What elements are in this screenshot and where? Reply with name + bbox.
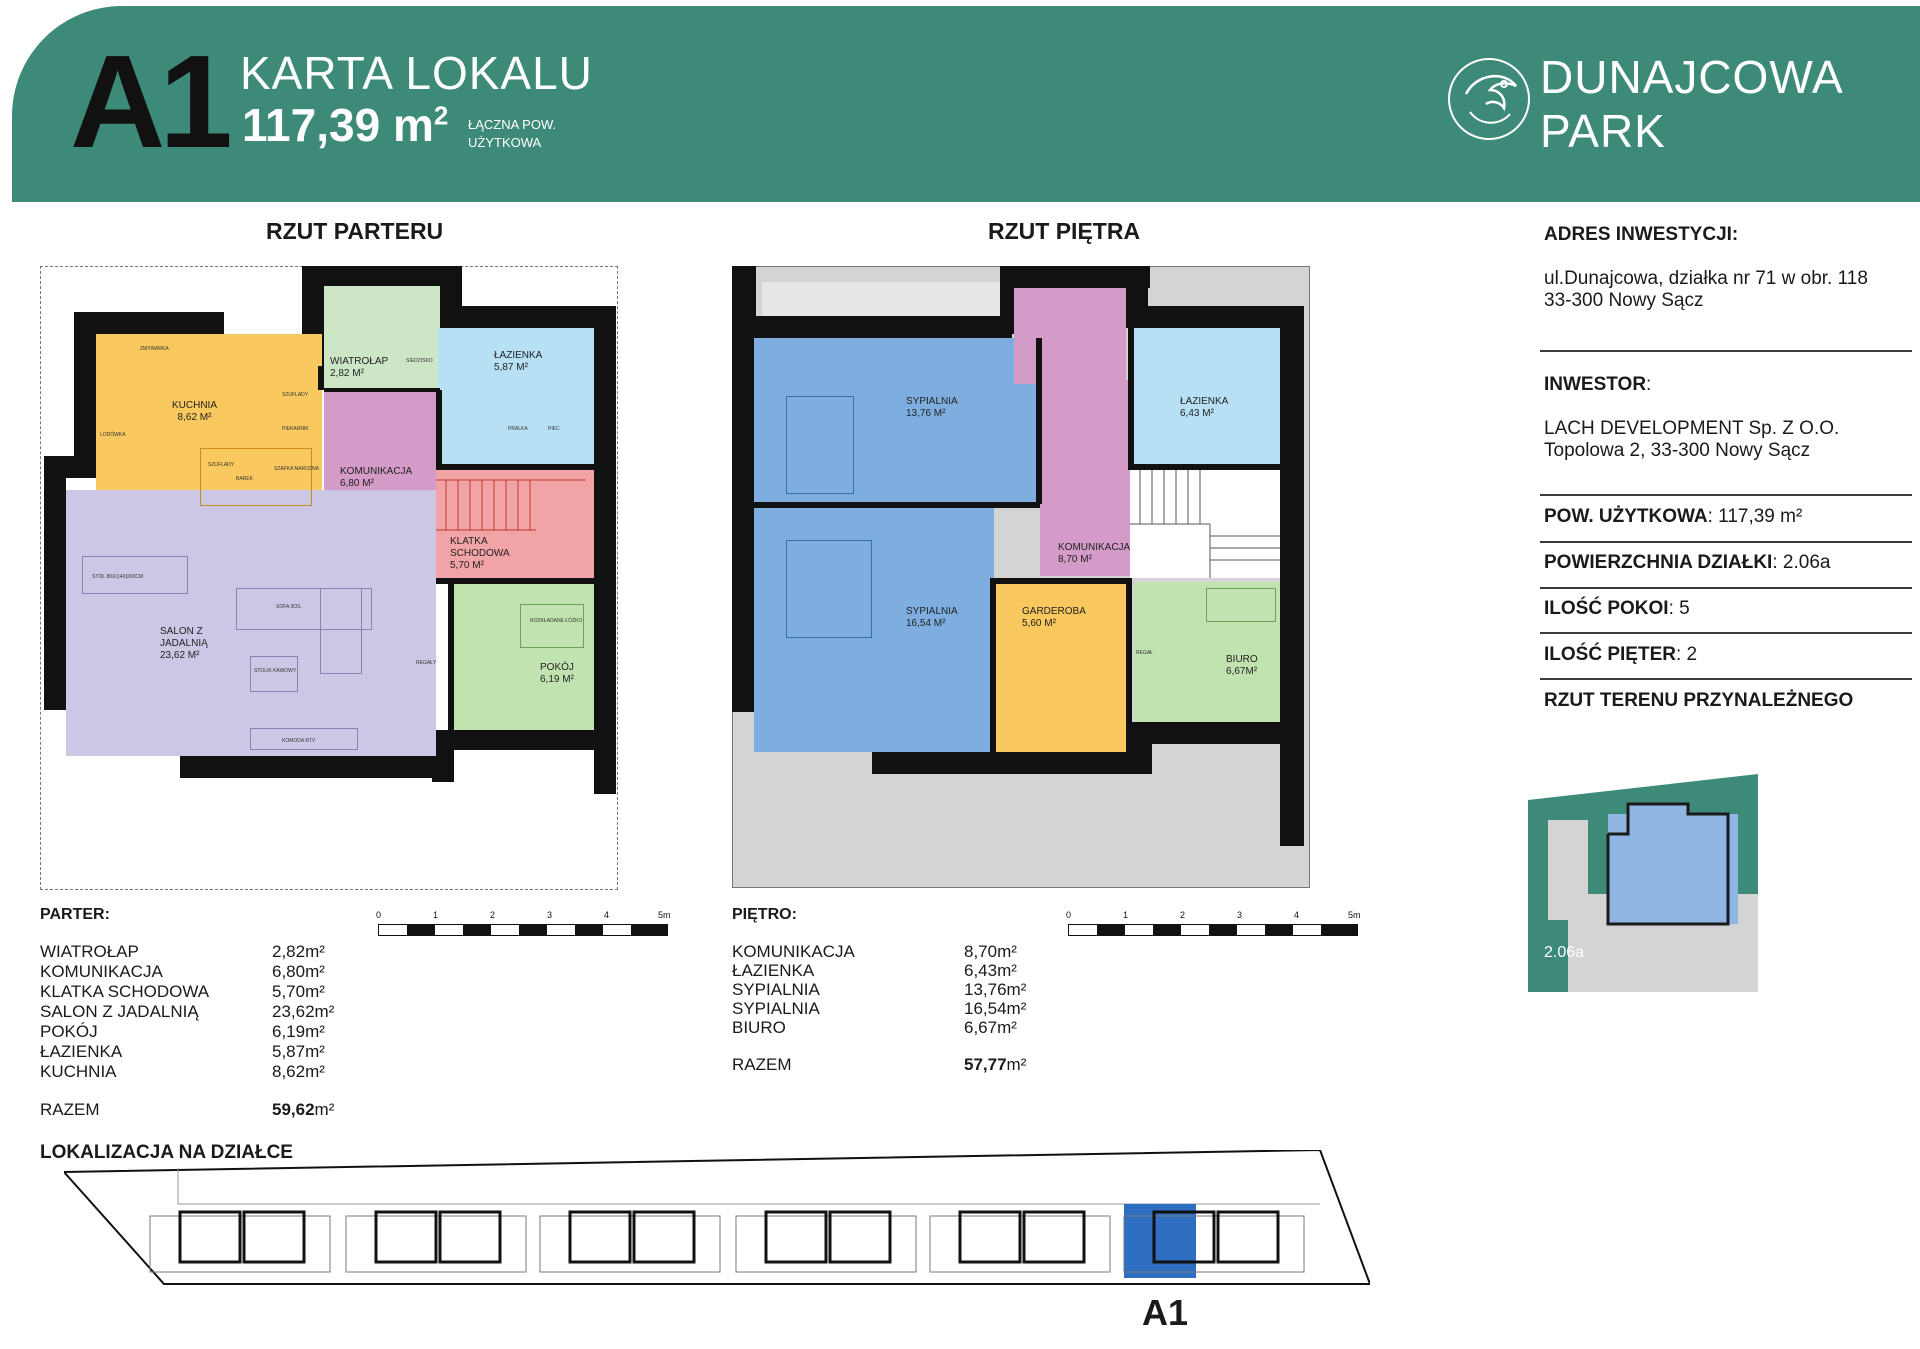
first-communication-top	[1014, 288, 1126, 384]
scale-tick: 0	[376, 910, 382, 920]
ground-table-title: PARTER:	[40, 906, 110, 923]
table-total-row: RAZEM 57,77m²	[732, 1055, 1027, 1074]
furniture-label: SOFA 3OS.	[276, 604, 302, 610]
address-label: ADRES INWESTYCJI:	[1544, 224, 1739, 245]
site-plan	[64, 1150, 1370, 1290]
furniture-label: SIEDZISKO	[406, 358, 433, 364]
kitchen-island-outline	[200, 448, 312, 506]
furniture-label: PRALKA	[508, 426, 528, 432]
table-row: POKÓJ 6,19m²	[40, 1022, 325, 1041]
bed-2-outline	[786, 540, 872, 638]
table-row: ŁAZIENKA 5,87m²	[40, 1042, 325, 1061]
furniture-label: SZUFLADY	[208, 462, 235, 468]
floors-count: ILOŚĆ PIĘTER: 2	[1544, 644, 1698, 665]
ground-room-label: POKÓJ 6,19 M²	[540, 662, 574, 685]
furniture-label: REGAŁY	[416, 660, 437, 666]
address-line1: ul.Dunajcowa, działka nr 71 w obr. 118	[1544, 268, 1868, 289]
furniture-label: KOMODA RTV	[282, 738, 316, 744]
furniture-label: SZUFLADY	[282, 392, 309, 398]
first-stairs-icon	[1130, 470, 1280, 578]
first-bathroom-label: ŁAZIENKA 6,43 M²	[1180, 396, 1229, 419]
scale-tick: 2	[1180, 910, 1186, 920]
ground-communication-label: KOMUNIKACJA 6,80 M²	[340, 466, 413, 489]
divider	[1540, 632, 1912, 634]
scale-tick: 3	[1237, 910, 1243, 920]
divider	[1540, 541, 1912, 543]
sofa-chaise-outline	[320, 588, 362, 674]
brand-name-line1: DUNAJCOWA	[1540, 51, 1844, 103]
bedroom-2-label: SYPIALNIA 16,54 M²	[906, 606, 958, 629]
table-row: SALON Z JADALNIĄ 23,62m²	[40, 1002, 335, 1021]
staircase-label: KLATKA SCHODOWA 5,70 M²	[450, 536, 510, 571]
furniture-label: ROZKŁADANE ŁÓŻKO	[530, 618, 583, 624]
sofa-bed-outline	[520, 604, 584, 648]
card-title: KARTA LOKALU	[240, 47, 593, 99]
furniture-label: REGAŁ	[1136, 650, 1153, 656]
furniture-label: ZMYWARKA	[140, 346, 169, 352]
table-row: BIURO 6,67m²	[732, 1018, 1017, 1037]
furniture-label: LODÓWKA	[100, 432, 126, 438]
office-label: BIURO 6,67M²	[1226, 654, 1258, 677]
table-total-row: RAZEM 59,62m²	[40, 1100, 335, 1119]
furniture-label: STÓŁ 80X(140)200CM	[92, 574, 144, 580]
table-row: KOMUNIKACJA 8,70m²	[732, 942, 1017, 961]
divider	[1540, 350, 1912, 352]
table-row: KOMUNIKACJA 6,80m²	[40, 962, 325, 981]
address-line2: 33-300 Nowy Sącz	[1544, 290, 1704, 311]
scale-tick: 4	[1294, 910, 1300, 920]
scale-tick: 1	[1123, 910, 1129, 920]
scale-tick: 2	[490, 910, 496, 920]
total-area-label: ŁĄCZNA POW. UŻYTKOWA	[468, 117, 557, 150]
total-area: 117,39 $m^2$	[242, 99, 449, 151]
furniture-label: PIEKARNIK	[282, 426, 309, 432]
ground-floor-title: RZUT PARTERU	[266, 218, 444, 244]
usable-area: POW. UŻYTKOWA: 117,39 m²	[1544, 506, 1803, 527]
table-row: ŁAZIENKA 6,43m²	[732, 961, 1017, 980]
scale-tick: 4	[604, 910, 610, 920]
vestibule-label: WIATROŁAP 2,82 M²	[330, 356, 389, 379]
table-row: KLATKA SCHODOWA 5,70m²	[40, 982, 325, 1001]
unit-code: A1	[70, 28, 227, 175]
scale-tick: 0	[1066, 910, 1072, 920]
divider	[1540, 494, 1912, 496]
desk-outline	[1206, 588, 1276, 622]
first-area-table	[732, 942, 1052, 1075]
ground-area-table	[40, 942, 360, 1120]
scale-tick: 5m	[658, 910, 671, 920]
brand-name-line2: PARK	[1540, 105, 1666, 157]
first-table-title: PIĘTRO:	[732, 906, 797, 923]
bed-1-outline	[786, 396, 854, 494]
site-plan-title: LOKALIZACJA NA DZIAŁCE	[40, 1142, 293, 1163]
table-row: SYPIALNIA 13,76m²	[732, 980, 1027, 999]
first-communication-label: KOMUNIKACJA 8,70 M²	[1058, 542, 1131, 565]
divider	[1540, 678, 1912, 680]
furniture-label: BAREK	[236, 476, 253, 482]
fish-logo-icon	[1446, 56, 1532, 142]
first-floor-title: RZUT PIĘTRA	[988, 218, 1141, 244]
site-unit-label: A1	[1142, 1292, 1189, 1333]
investor-line2: Topolowa 2, 33-300 Nowy Sącz	[1544, 440, 1811, 461]
salon-label: SALON Z JADALNIĄ 23,62 M²	[160, 626, 208, 661]
table-row: KUCHNIA 8,62m²	[40, 1062, 325, 1081]
table-row: WIATROŁAP 2,82m²	[40, 942, 325, 961]
wardrobe-label: GARDEROBA 5,60 M²	[1022, 606, 1086, 629]
coffee-table-outline	[250, 656, 298, 692]
ground-bathroom	[438, 328, 594, 468]
bedroom-1-label: SYPIALNIA 13,76 M²	[906, 396, 958, 419]
terrain-label: RZUT TERENU PRZYNALEŻNEGO	[1544, 690, 1854, 711]
furniture-label: PIEC	[548, 426, 560, 432]
kitchen-label: KUCHNIA 8,62 M²	[172, 400, 218, 423]
investor-line1: LACH DEVELOPMENT Sp. Z O.O.	[1544, 418, 1840, 439]
investor-label: INWESTOR:	[1544, 374, 1652, 395]
furniture-label: STOLIK KAWOWY	[254, 668, 297, 674]
ground-bathroom-label: ŁAZIENKA 5,87 M²	[494, 350, 543, 373]
divider	[1540, 587, 1912, 589]
furniture-label: SZAFKA NAROŻNA	[274, 466, 320, 472]
table-row: SYPIALNIA 16,54m²	[732, 999, 1027, 1018]
scale-tick: 5m	[1348, 910, 1361, 920]
scale-tick: 1	[433, 910, 439, 920]
bedroom-2-niche	[894, 700, 994, 752]
terrain-plot-area: 2.06a	[1544, 944, 1585, 961]
plot-area: POWIERZCHNIA DZIAŁKI: 2.06a	[1544, 552, 1831, 573]
scale-tick: 3	[547, 910, 553, 920]
rooms-count: ILOŚĆ POKOI: 5	[1544, 598, 1690, 619]
